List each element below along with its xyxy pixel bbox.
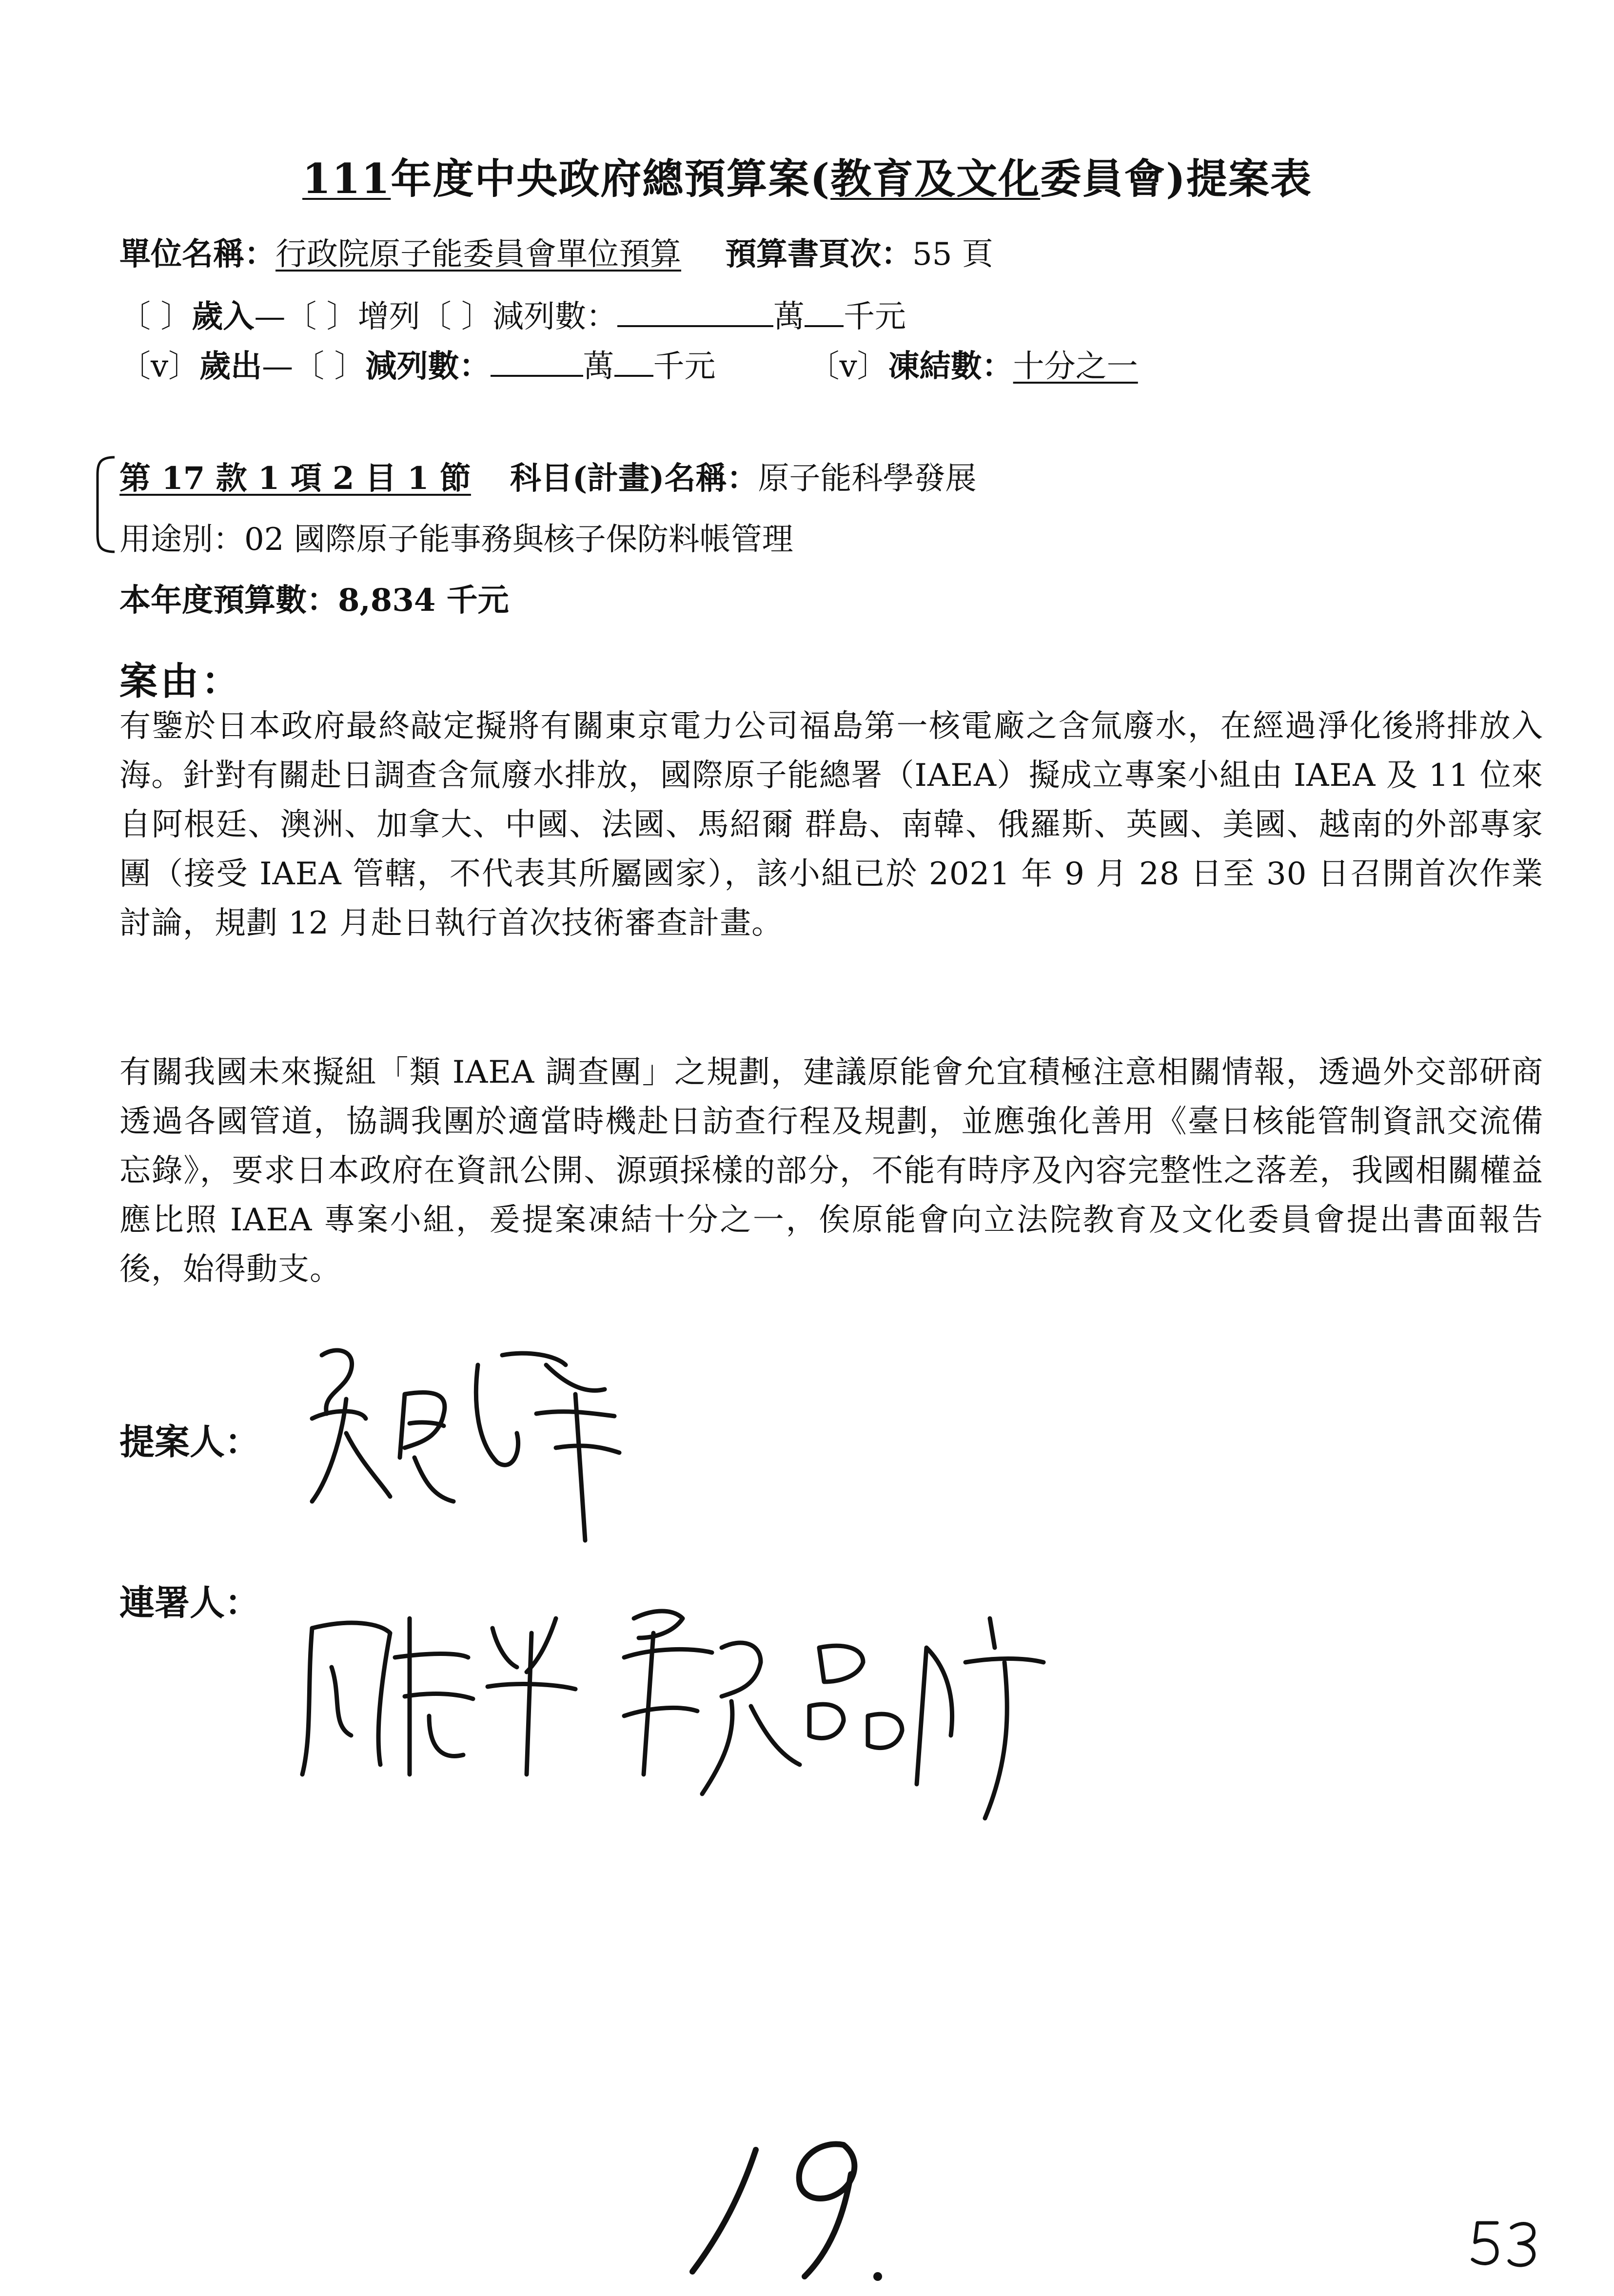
expenditure-checkbox: 〔v〕: [119, 349, 200, 385]
title-part2: 委員會)提案表: [1040, 155, 1312, 203]
expenditure-dash: —: [262, 349, 294, 385]
page-title: [302, 146, 1312, 205]
expenditure-line: [119, 341, 1138, 386]
revenue-qian: 千元: [844, 299, 906, 335]
page-ref-value: 55 頁: [912, 236, 993, 272]
budget-line: 本年度預算數：8,834 千元: [119, 582, 509, 619]
unit-line: [119, 229, 993, 274]
freeze-checkbox: 〔v〕: [808, 349, 888, 385]
freeze-value: 十分之一: [1013, 349, 1138, 385]
reason-paragraph-2: 有關我國未來擬組「類 IAEA 調查團」之規劃，建議原能會允宜積極注意相關情報，透過外交部研商透過各國管道，協調我團於適當時機赴日訪查行程及規劃，並應強化善用《臺日核能管制資訊交流備忘錄》，要求日本政府在資訊公開、源頭採樣的部分，不能有時序及內容完整性之落差，我國相關權益應比照 IAEA 專案小組，爰提案凍結十分之一，俟原能會向立法院教育及文化委員會提出書面報告後，始得動支。: [119, 1054, 1543, 1287]
revenue-dash: —: [254, 299, 286, 335]
item-ref-line: [119, 453, 976, 498]
revenue-cut-checkbox: 〔 〕: [420, 299, 493, 335]
subject-label: 科目(計畫)名稱：: [510, 460, 758, 497]
cosigner-signatures: [283, 1589, 1063, 1843]
page-number: [1463, 2213, 1546, 2272]
expenditure-qian-blank: [614, 347, 653, 377]
expenditure-wan-blank: [491, 347, 583, 377]
expenditure-label: 歲出: [199, 348, 262, 385]
unit-value: 行政院原子能委員會單位預算: [276, 236, 681, 272]
revenue-line: [119, 292, 906, 336]
revenue-wan: 萬: [773, 299, 805, 335]
page-number-text: 53: [1463, 2213, 1464, 2214]
freeze-label: 凍結數：: [888, 348, 1013, 385]
proposer-signature: [293, 1336, 663, 1570]
expenditure-cut-checkbox: 〔 〕: [293, 349, 366, 385]
title-committee: 教育及文化: [830, 155, 1041, 203]
subject-value: 原子能科學發展: [758, 461, 977, 497]
revenue-qian-blank: [805, 297, 844, 327]
unit-label: 單位名稱：: [119, 236, 276, 272]
revenue-checkbox: 〔 〕: [119, 299, 192, 335]
title-part1: 年度中央政府總預算案(: [391, 155, 831, 203]
expenditure-qian: 千元: [653, 349, 716, 385]
item-ref: 第 17 款 1 項 2 目 1 節: [119, 460, 471, 497]
expenditure-wan: 萬: [583, 349, 614, 385]
revenue-wan-blank: [617, 297, 773, 327]
reason-paragraph-1: 有鑒於日本政府最終敲定擬將有關東京電力公司福島第一核電廠之含氚廢水，在經過淨化後將排放入海。針對有關赴日調查含氚廢水排放，國際原子能總署（IAEA）擬成立專案小組由 IAEA 及 11 位來自阿根廷、澳洲、加拿大、中國、法國、馬紹爾 群島、南韓、俄羅斯、英國、美國、越南的外部專家團（接受 IAEA 管轄，不代表其所屬國家），該小組已於 2021 年 9 月 28 日至 30 日召開首次作業討論，規劃 12 月赴日執行首次技術審查計畫。: [119, 708, 1543, 941]
proposer-label: 提案人：: [119, 1421, 260, 1462]
revenue-label: 歲入: [192, 298, 255, 335]
revenue-cut-label: 減列數：: [492, 299, 618, 335]
use-line: 用途別：02 國際原子能事務與核子保防料帳管理: [119, 522, 793, 558]
cosigner-label: 連署人：: [119, 1582, 260, 1623]
title-year: 111: [302, 155, 391, 203]
revenue-add-checkbox: 〔 〕: [285, 299, 358, 335]
handwritten-number: [673, 2111, 926, 2296]
page-ref-label: 預算書頁次：: [725, 236, 912, 272]
expenditure-cut-label: 減列數：: [365, 348, 491, 385]
revenue-add-label: 增列: [357, 299, 420, 335]
bracket-mark: [88, 453, 117, 556]
reason-heading: 案由：: [119, 659, 243, 703]
